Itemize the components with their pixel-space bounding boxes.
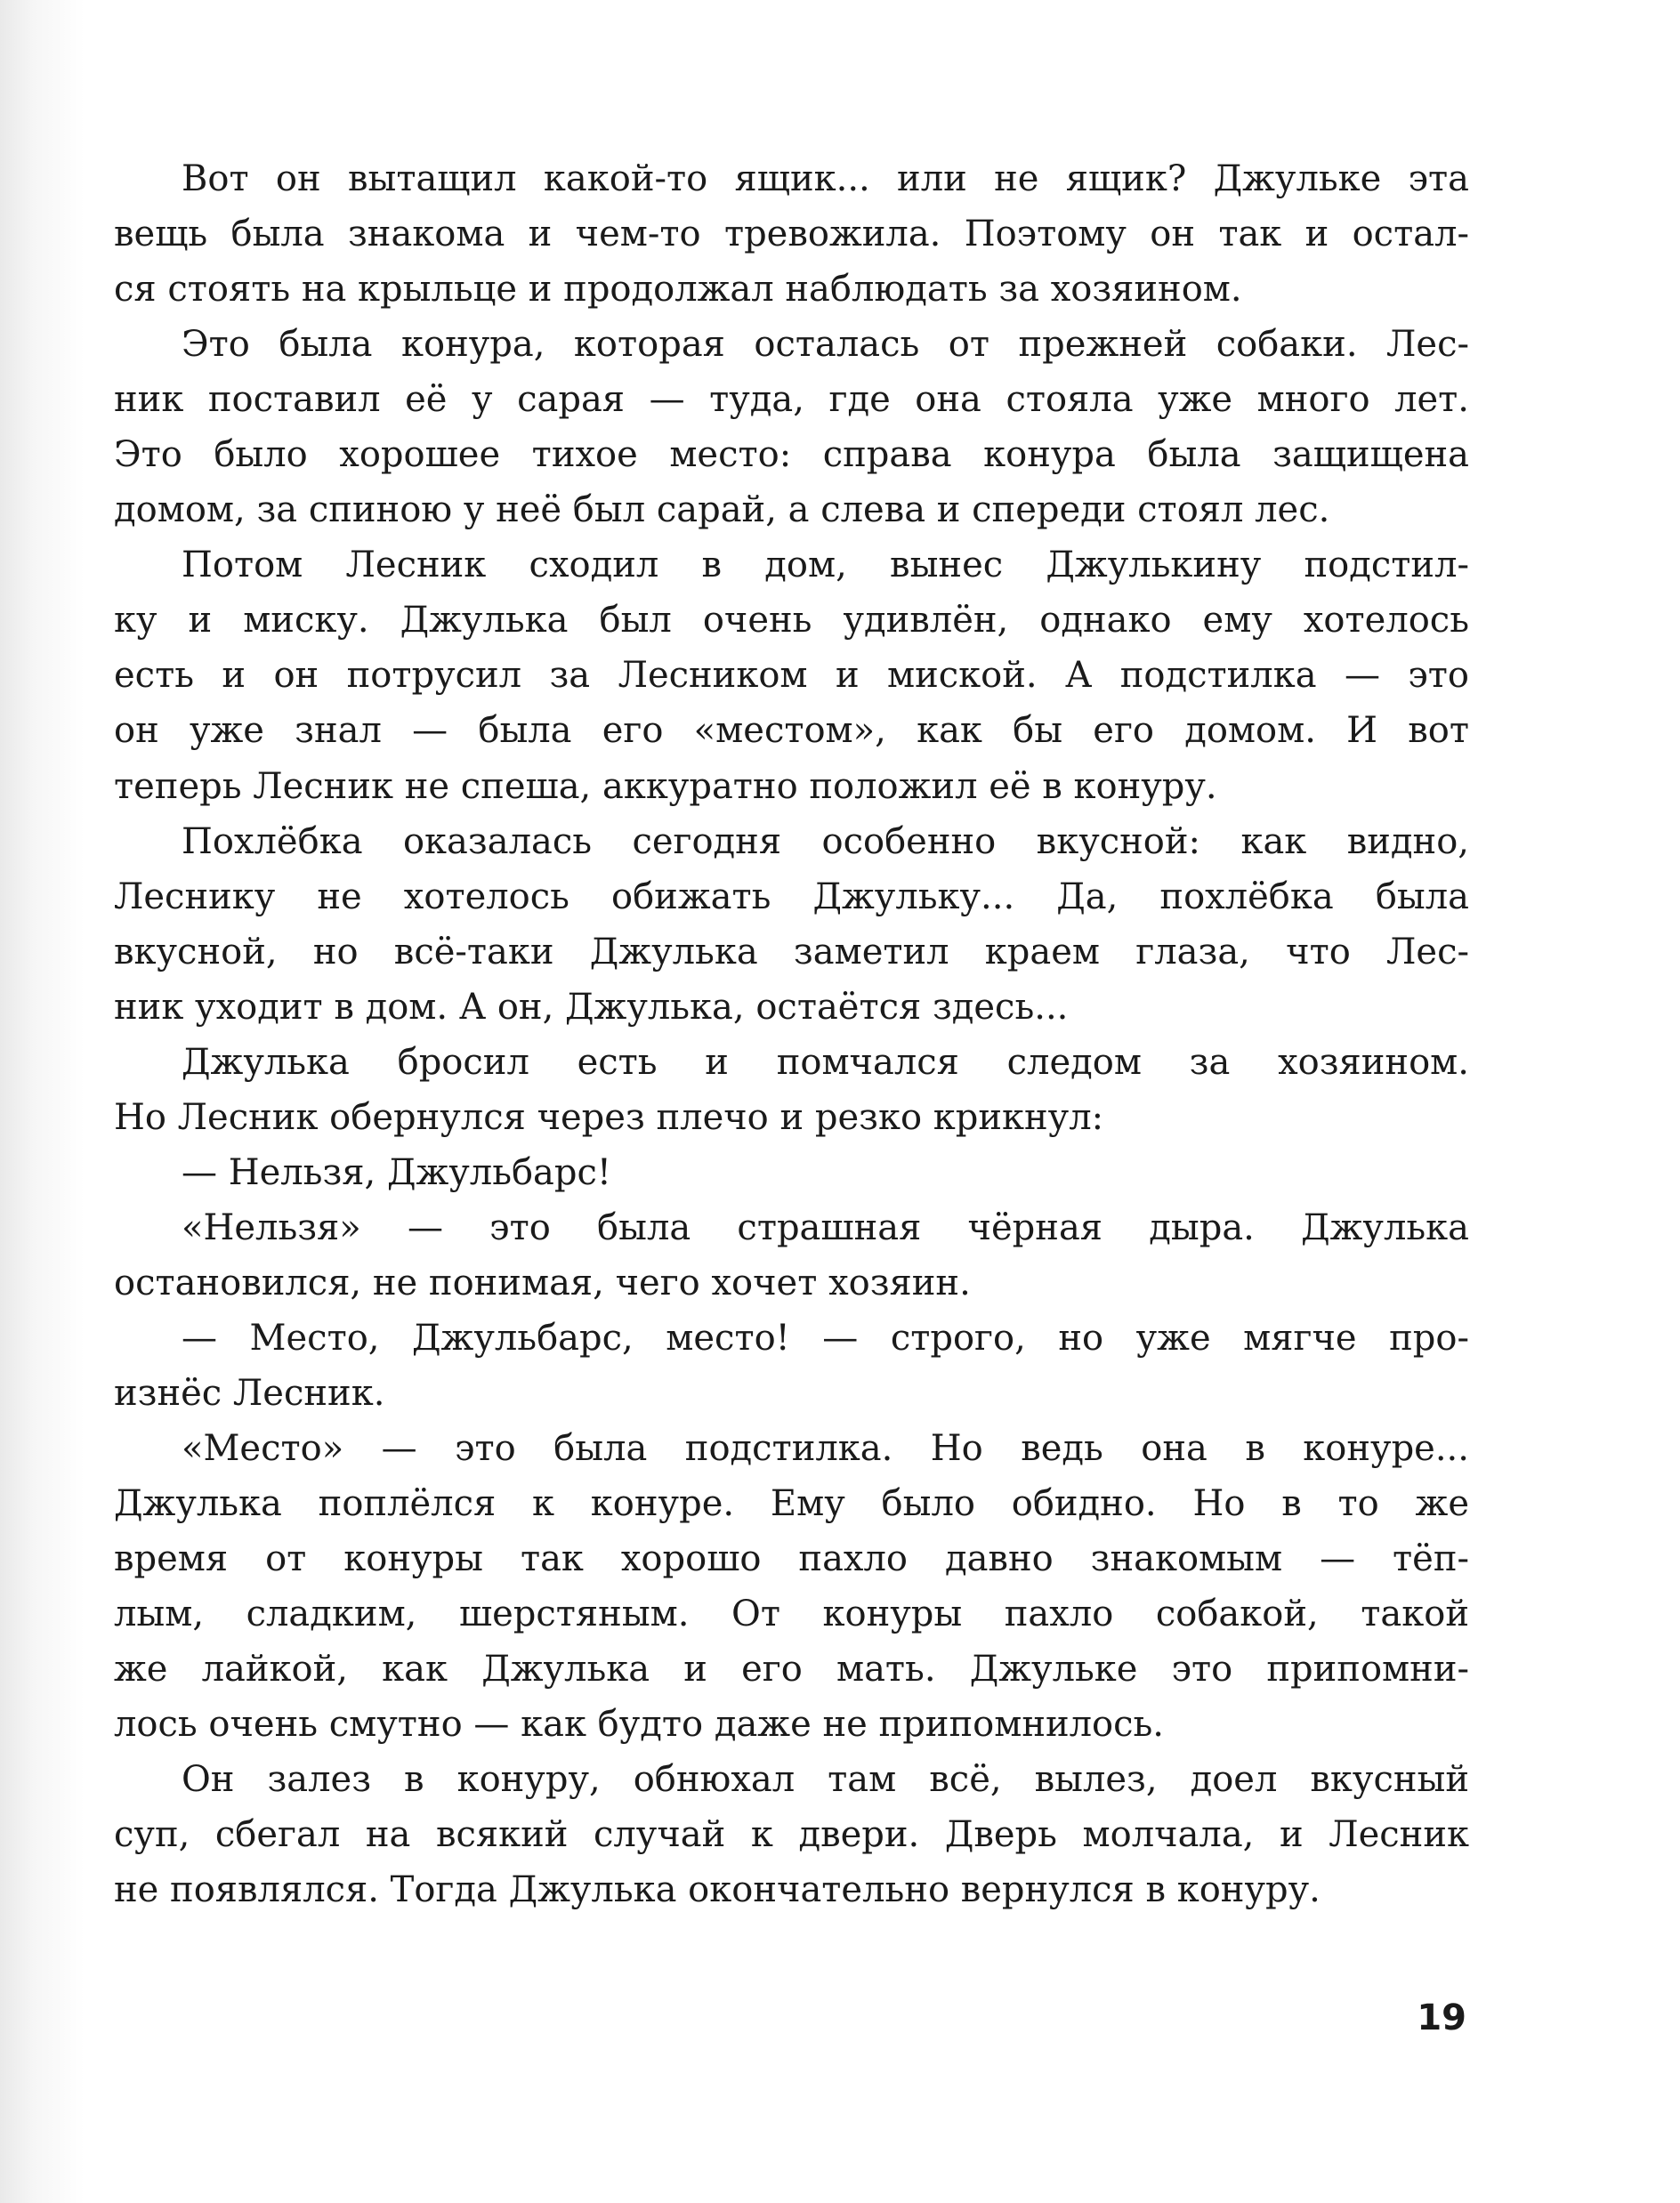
text-line: Джулька поплёлся к конуре. Ему было обидно. Но в то же — [114, 1483, 1469, 1525]
text-line: вещь была знакома и чем-то тревожила. Поэтому он так и остал- — [114, 214, 1469, 255]
text-line: Леснику не хотелось обижать Джульку... Да, похлёбка была — [114, 876, 1469, 917]
text-line: Джулька бросил есть и помчался следом за хозяином. — [182, 1041, 1469, 1083]
text-line: время от конуры так хорошо пахло давно знакомым — тёп- — [114, 1538, 1469, 1580]
text-line: не появлялся. Тогда Джулька окончательно вернулся в конуру. — [114, 1869, 1321, 1911]
text-line: Это была конура, которая осталась от прежней собаки. Лес- — [182, 324, 1469, 366]
text-line: вкусной, но всё-таки Джулька заметил краем глаза, что Лес- — [114, 931, 1469, 972]
body-text — [114, 151, 1469, 1918]
text-line: Похлёбка оказалась сегодня особенно вкусной: как видно, — [182, 820, 1469, 862]
text-line: ник поставил её у сарая — туда, где она стояла уже много лет. — [114, 379, 1469, 421]
text-line: «Место» — это была подстилка. Но ведь она в конуре... — [182, 1428, 1469, 1470]
text-line: лось очень смутно — как будто даже не припомнилось. — [114, 1704, 1165, 1746]
page-number: 19 — [1417, 1997, 1466, 2038]
text-line: ся стоять на крыльце и продолжал наблюдать за хозяином. — [114, 269, 1242, 311]
page-edge-shadow — [0, 0, 85, 2203]
text-line: «Нельзя» — это была страшная чёрная дыра. Джулька — [182, 1206, 1469, 1248]
text-line: Он залез в конуру, обнюхал там всё, вылез, доел вкусный — [182, 1759, 1469, 1801]
text-line: Вот он вытащил какой-то ящик... или не ящик? Джульке эта — [182, 158, 1469, 199]
text-line: ник уходит в дом. А он, Джулька, остаётся здесь... — [114, 986, 1069, 1028]
text-line: остановился, не понимая, чего хочет хозяин. — [114, 1262, 971, 1303]
text-line: — Место, Джульбарс, место! — строго, но уже мягче про- — [182, 1317, 1469, 1359]
text-line: Потом Лесник сходил в дом, вынес Джулькину подстил- — [182, 545, 1469, 586]
text-line: есть и он потрусил за Лесником и миской. А подстилка — это — [114, 655, 1469, 697]
text-line: ку и миску. Джулька был очень удивлён, однако ему хотелось — [114, 600, 1469, 642]
text-line: Но Лесник обернулся через плечо и резко крикнул: — [114, 1096, 1104, 1138]
text-line: он уже знал — была его «местом», как бы его домом. И вот — [114, 710, 1469, 752]
text-line: лым, сладким, шерстяным. От конуры пахло собакой, такой — [114, 1594, 1469, 1635]
text-line: домом, за спиною у неё был сарай, а слева и спереди стоял лес. — [114, 489, 1330, 531]
text-line: суп, сбегал на всякий случай к двери. Дверь молчала, и Лесник — [114, 1814, 1469, 1856]
text-line: Это было хорошее тихое место: справа конура была защищена — [114, 434, 1469, 476]
text-line: теперь Лесник не спеша, аккуратно положил её в конуру. — [114, 765, 1217, 807]
text-line: — Нельзя, Джульбарс! — [182, 1151, 611, 1193]
text-line: же лайкой, как Джулька и его мать. Джульке это припомни- — [114, 1649, 1469, 1691]
text-line: изнёс Лесник. — [114, 1373, 385, 1415]
